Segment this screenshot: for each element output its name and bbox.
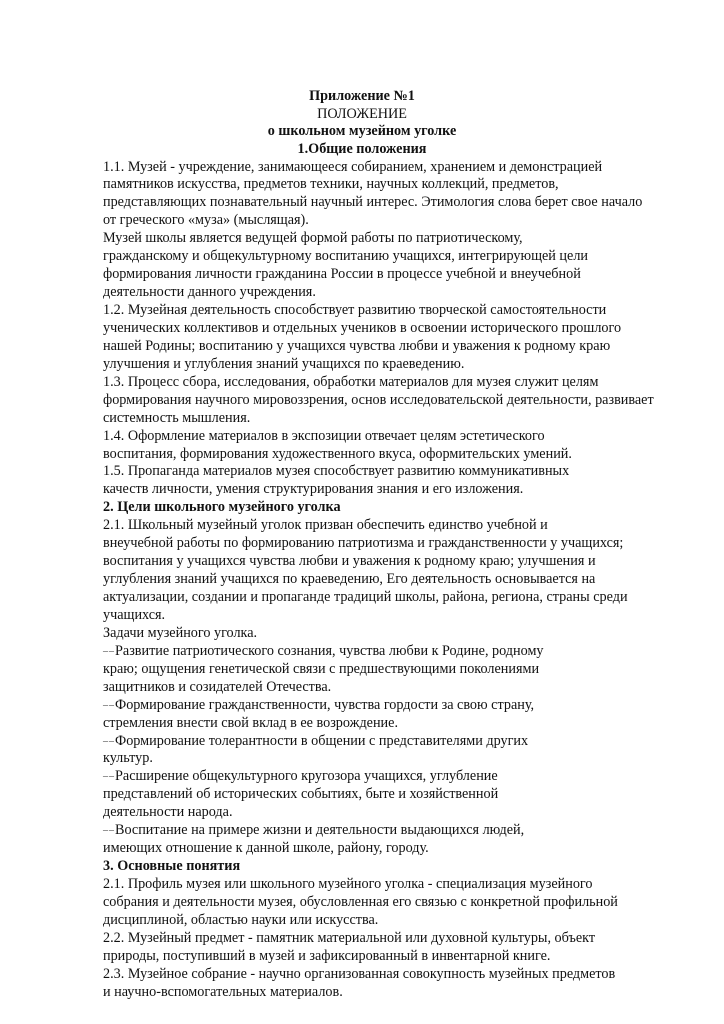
list-item [103, 822, 693, 840]
text-line [103, 374, 693, 392]
text-line [103, 607, 693, 625]
text-line [103, 212, 693, 230]
line-text: 2.2. Музейный предмет - памятник материальной или духовной культуры, объект [103, 929, 596, 946]
text-line [103, 338, 693, 356]
text-line [103, 661, 693, 679]
line-text: системность мышления. [103, 409, 251, 426]
text-line [103, 894, 693, 912]
bullet-marker-icon: –– [103, 735, 115, 747]
line-text: Задачи музейного уголка. [103, 624, 258, 641]
bullet-marker-icon: –– [103, 825, 115, 837]
line-text: Развитие патриотического сознания, чувства любви к Родине, родному [115, 642, 544, 659]
section-heading: 1.Общие положения [297, 140, 427, 157]
line-text: защитников и созидателей Отечества. [103, 678, 332, 695]
document-title: ПОЛОЖЕНИЕ [317, 105, 407, 122]
document-subtitle: о школьном музейном уголке [267, 123, 457, 140]
text-line [103, 930, 693, 948]
text-line [103, 302, 693, 320]
line-text: Музей школы является ведущей формой работы по патриотическому, [103, 230, 523, 247]
line-text: нашей Родины; воспитанию у учащихся чувства любви и уважения к родному краю [103, 337, 611, 354]
list-item [103, 643, 693, 661]
line-text: культур. [103, 750, 153, 767]
text-line [103, 392, 693, 410]
line-text: собрания и деятельности музея, обусловленная его связью с конкретной профильной [103, 893, 618, 910]
line-text: Формирование толерантности в общении с представителями других [115, 732, 529, 749]
bullet-marker-icon: –– [103, 645, 115, 657]
line-text: имеющих отношение к данной школе, району, городу. [103, 840, 429, 857]
text-line [103, 625, 693, 643]
text-line [103, 750, 693, 768]
line-text: формирования научного мировоззрения, основ исследовательской деятельности, развивает [103, 391, 654, 408]
text-line [103, 535, 693, 553]
line-text: 1.5. Пропаганда материалов музея способствует развитию коммуникативных [103, 463, 570, 480]
line-text: 1.2. Музейная деятельность способствует развитию творческой самостоятельности [103, 302, 607, 318]
line-text: 2.1. Школьный музейный уголок призван обеспечить единство учебной и [103, 517, 548, 534]
text-line [103, 176, 693, 194]
appendix-label: Приложение №1 [309, 88, 415, 104]
line-text: краю; ощущения генетической связи с предшествующими поколениями [103, 660, 540, 677]
line-text: 3. Основные понятия [103, 858, 241, 875]
list-item [103, 733, 693, 751]
line-text: представляющих познавательный научный интерес. Этимология слова берет свое начало [103, 194, 643, 211]
line-text: 2.3. Музейное собрание - научно организованная совокупность музейных предметов [103, 965, 616, 982]
text-line [103, 876, 693, 894]
line-text: стремления внести свой вклад в ее возрождение. [103, 714, 398, 731]
text-line [103, 428, 693, 446]
line-text: от греческого «муза» (мыслящая). [103, 212, 309, 229]
bullet-marker-icon: –– [103, 699, 115, 711]
text-line [103, 410, 693, 428]
bullet-marker-icon: –– [103, 771, 115, 783]
line-text: воспитания, формирования художественного вкуса, оформительских умений. [103, 445, 572, 462]
line-text: памятников искусства, предметов техники, научных коллекций, предметов, [103, 176, 559, 193]
text-line [103, 517, 693, 535]
text-line [103, 571, 693, 589]
document-header [0, 88, 724, 158]
line-text: качеств личности, умения структурирования знания и его изложения. [103, 481, 524, 498]
line-text: 2. Цели школьного музейного уголка [103, 499, 341, 516]
text-line [103, 948, 693, 966]
text-line [103, 481, 693, 499]
text-line [103, 553, 693, 571]
list-item [103, 697, 693, 715]
text-line [103, 248, 693, 266]
section-heading [103, 858, 693, 876]
text-line [103, 159, 693, 177]
text-line [103, 320, 693, 338]
line-text: ученических коллективов и отдельных учеников в освоении исторического прошлого [103, 319, 622, 336]
line-text: гражданскому и общекультурному воспитанию учащихся, интегрирующей цели [103, 248, 588, 265]
line-text: 1.1. Музей - учреждение, занимающееся собиранием, хранением и демонстрацией [103, 158, 603, 175]
text-line [103, 679, 693, 697]
line-text: дисциплиной, областью науки или искусства. [103, 911, 379, 928]
line-text: воспитания у учащихся чувства любви и уважения к родному краю; улучшения и [103, 553, 596, 570]
line-text: Воспитание на примере жизни и деятельности выдающихся людей, [115, 822, 525, 839]
line-text: углубления знаний учащихся по краеведению, Его деятельность основывается на [103, 571, 596, 588]
text-line [103, 786, 693, 804]
line-text: внеучебной работы по формированию патриотизма и гражданственности у учащихся; [103, 535, 624, 552]
line-text: актуализации, создании и пропаганде традиций школы, района, региона, страны среди [103, 589, 628, 605]
text-line [103, 284, 693, 302]
text-line [103, 912, 693, 930]
line-text: 2.1. Профиль музея или школьного музейного уголка - специализация музейного [103, 876, 593, 892]
text-line [103, 463, 693, 481]
text-line [103, 446, 693, 464]
line-text: улучшения и углубления знаний учащихся по краеведению. [103, 355, 465, 372]
line-text: учащихся. [103, 606, 166, 623]
line-text: и научно-вспомогательных материалов. [103, 983, 343, 1000]
line-text: представлений об исторических событиях, быте и хозяйственной [103, 786, 499, 803]
line-text: Расширение общекультурного кругозора учащихся, углубление [115, 768, 498, 785]
line-text: 1.3. Процесс сбора, исследования, обработки материалов для музея служит целям [103, 373, 599, 390]
text-line [103, 804, 693, 822]
line-text: формирования личности гражданина России в процессе учебной и внеучебной [103, 266, 581, 283]
text-line [103, 589, 693, 607]
text-line [103, 356, 693, 374]
document-body [103, 159, 693, 1002]
list-item [103, 768, 693, 786]
text-line [103, 840, 693, 858]
text-line [103, 230, 693, 248]
text-line [103, 984, 693, 1002]
text-line [103, 966, 693, 984]
line-text: природы, поступивший в музей и зафиксированный в инвентарной книге. [103, 947, 551, 964]
line-text: деятельности данного учреждения. [103, 284, 316, 301]
line-text: Формирование гражданственности, чувства гордости за свою страну, [115, 696, 535, 713]
line-text: 1.4. Оформление материалов в экспозиции отвечает целям эстетического [103, 427, 545, 444]
text-line [103, 266, 693, 284]
section-heading [103, 499, 693, 517]
text-line [103, 194, 693, 212]
line-text: деятельности народа. [103, 804, 233, 821]
text-line [103, 715, 693, 733]
